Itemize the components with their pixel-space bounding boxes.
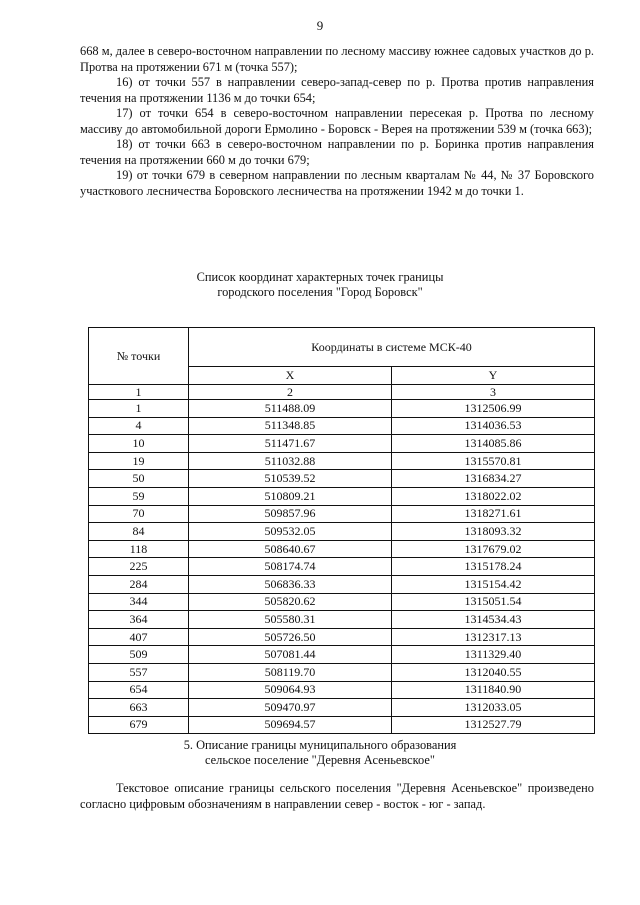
point-number-cell: 284: [89, 575, 189, 593]
table-row: [89, 452, 595, 470]
boundary-description-continued: [80, 44, 594, 199]
x-coordinate-cell: 506836.33: [189, 575, 392, 593]
coordinates-table: [88, 327, 595, 734]
y-coordinate-cell: 1318022.02: [392, 487, 595, 505]
boundary-paragraph: 668 м, далее в северо-восточном направлении по лесному массиву южнее садовых участков до р. Протва на протяжении 671 м (точка 557);: [80, 44, 594, 74]
x-coordinate-cell: 511032.88: [189, 452, 392, 470]
point-number-cell: 654: [89, 681, 189, 699]
y-coordinate-cell: 1318271.61: [392, 505, 595, 523]
x-coordinate-cell: 511348.85: [189, 417, 392, 435]
point-number-cell: 50: [89, 470, 189, 488]
x-coordinate-cell: 509532.05: [189, 523, 392, 541]
y-coordinate-cell: 1317679.02: [392, 540, 595, 558]
point-number-cell: 225: [89, 558, 189, 576]
y-coordinate-cell: 1316834.27: [392, 470, 595, 488]
table-caption-line: городского поселения "Город Боровск": [217, 285, 423, 299]
table-row: [89, 487, 595, 505]
table-row: [89, 575, 595, 593]
coordinates-table-body: [89, 400, 595, 734]
x-coordinate-cell: 507081.44: [189, 646, 392, 664]
table-row: [89, 593, 595, 611]
x-coordinate-cell: 509064.93: [189, 681, 392, 699]
boundary-paragraph: 18) от точки 663 в северо-восточном направлении по р. Боринка против направления течения на протяжении 660 м до точки 679;: [80, 137, 594, 167]
x-coordinate-cell: 505820.62: [189, 593, 392, 611]
point-number-cell: 557: [89, 663, 189, 681]
y-coordinate-cell: 1312317.13: [392, 628, 595, 646]
table-row: [89, 716, 595, 734]
boundary-paragraph: 17) от точки 654 в северо-восточном направлении пересекая р. Протва по лесному массиву до автомобильной дороги Ермолино - Боровск - Верея на протяжении 539 м (точка 663);: [80, 106, 594, 136]
section-paragraph: Текстовое описание границы сельского поселения "Деревня Асеньевское" произведено согласно цифровым обозначениям в направлении север - восток - юг - запад.: [80, 781, 594, 811]
table-row: [89, 699, 595, 717]
point-number-cell: 663: [89, 699, 189, 717]
point-number-cell: 407: [89, 628, 189, 646]
point-number-cell: 4: [89, 417, 189, 435]
table-row: [89, 470, 595, 488]
y-coordinate-cell: 1312040.55: [392, 663, 595, 681]
x-coordinate-cell: 508640.67: [189, 540, 392, 558]
table-caption: [0, 270, 640, 300]
x-coordinate-cell: 509694.57: [189, 716, 392, 734]
y-coordinate-cell: 1314036.53: [392, 417, 595, 435]
y-coordinate-cell: 1312506.99: [392, 400, 595, 418]
table-row: [89, 417, 595, 435]
header-coordinates-system: Координаты в системе МСК-40: [189, 328, 595, 367]
column-number: 2: [189, 385, 392, 400]
x-coordinate-cell: 509857.96: [189, 505, 392, 523]
table-row: [89, 540, 595, 558]
y-coordinate-cell: 1315051.54: [392, 593, 595, 611]
x-coordinate-cell: 508174.74: [189, 558, 392, 576]
table-row: [89, 628, 595, 646]
y-coordinate-cell: 1315154.42: [392, 575, 595, 593]
page-number: 9: [316, 18, 324, 33]
point-number-cell: 19: [89, 452, 189, 470]
x-coordinate-cell: 510539.52: [189, 470, 392, 488]
point-number-cell: 344: [89, 593, 189, 611]
column-number-row: [89, 385, 595, 400]
section-heading: [0, 738, 640, 768]
x-coordinate-cell: 505580.31: [189, 611, 392, 629]
column-number: 1: [89, 385, 189, 400]
y-coordinate-cell: 1314085.86: [392, 435, 595, 453]
point-number-cell: 10: [89, 435, 189, 453]
y-coordinate-cell: 1314534.43: [392, 611, 595, 629]
x-coordinate-cell: 510809.21: [189, 487, 392, 505]
x-coordinate-cell: 511471.67: [189, 435, 392, 453]
header-x: X: [189, 367, 392, 385]
section-heading-line: 5. Описание границы муниципального образования: [183, 738, 457, 752]
y-coordinate-cell: 1311840.90: [392, 681, 595, 699]
x-coordinate-cell: 508119.70: [189, 663, 392, 681]
x-coordinate-cell: 509470.97: [189, 699, 392, 717]
table-row: [89, 646, 595, 664]
y-coordinate-cell: 1318093.32: [392, 523, 595, 541]
table-row: [89, 611, 595, 629]
header-y: Y: [392, 367, 595, 385]
column-number: 3: [392, 385, 595, 400]
section-description: [80, 780, 594, 812]
header-point-number: № точки: [89, 328, 189, 385]
table-row: [89, 400, 595, 418]
point-number-cell: 364: [89, 611, 189, 629]
boundary-paragraph: 16) от точки 557 в направлении северо-запад-север по р. Протва против направления течения на протяжении 1136 м до точки 654;: [80, 75, 594, 105]
y-coordinate-cell: 1312527.79: [392, 716, 595, 734]
boundary-paragraph: 19) от точки 679 в северном направлении по лесным кварталам № 44, № 37 Боровского участкового лесничества Боровского лесничества на протяжении 1942 м до точки 1.: [80, 168, 594, 198]
table-row: [89, 558, 595, 576]
section-heading-line: сельское поселение "Деревня Асеньевское": [205, 753, 435, 767]
point-number-cell: 679: [89, 716, 189, 734]
table-row: [89, 681, 595, 699]
table-row: [89, 435, 595, 453]
point-number-cell: 509: [89, 646, 189, 664]
y-coordinate-cell: 1312033.05: [392, 699, 595, 717]
point-number-cell: 70: [89, 505, 189, 523]
y-coordinate-cell: 1311329.40: [392, 646, 595, 664]
table-row: [89, 523, 595, 541]
x-coordinate-cell: 511488.09: [189, 400, 392, 418]
point-number-cell: 118: [89, 540, 189, 558]
point-number-cell: 84: [89, 523, 189, 541]
x-coordinate-cell: 505726.50: [189, 628, 392, 646]
y-coordinate-cell: 1315178.24: [392, 558, 595, 576]
table-row: [89, 505, 595, 523]
table-row: [89, 663, 595, 681]
y-coordinate-cell: 1315570.81: [392, 452, 595, 470]
table-caption-line: Список координат характерных точек границы: [196, 270, 444, 284]
point-number-cell: 59: [89, 487, 189, 505]
point-number-cell: 1: [89, 400, 189, 418]
